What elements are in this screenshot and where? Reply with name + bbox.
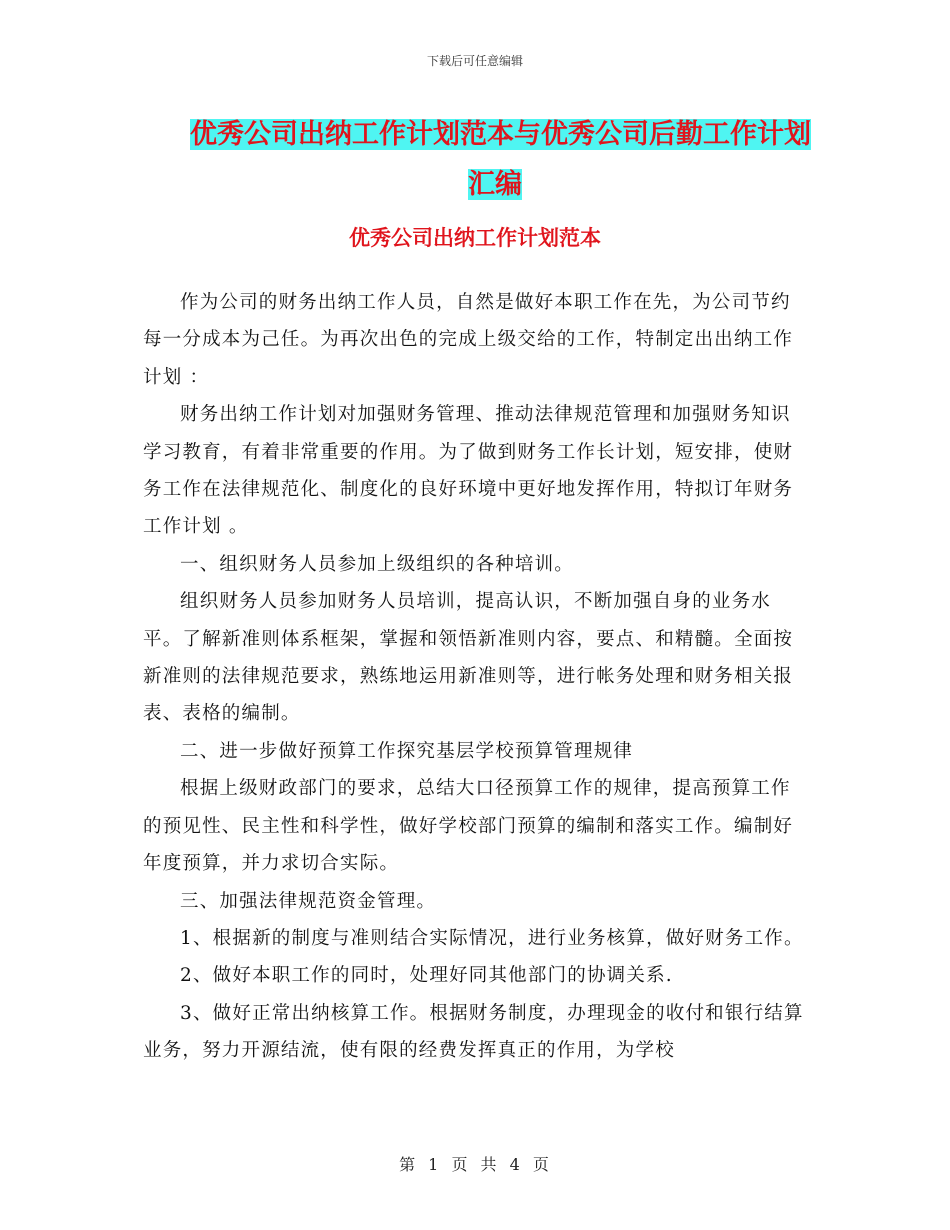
paragraph: 作为公司的财务出纳工作人员，自然是做好本职工作在先，为公司节约每一分成本为己任。为再次出色的完成上级交给的工作，特制定出出纳工作计划 ：: [143, 292, 794, 388]
document-title: [190, 110, 810, 210]
paragraph: 根据上级财政部门的要求，总结大口径预算工作的规律，提高预算工作的预见性、民主性和科学性，做好学校部门预算的编制和落实工作。编制好年度预算，并力求切合实际。: [143, 778, 794, 875]
document-title-line-1: 优秀公司出纳工作计划范本与优秀公司后勤工作计划: [190, 119, 811, 150]
section-title: 优秀公司出纳工作计划范本: [349, 226, 601, 250]
paragraph: 财务出纳工作计划对加强财务管理、推动法律规范管理和加强财务知识学习教育，有着非常重要的作用。为了做到财务工作长计划，短安排，使财务工作在法律规范化、制度化的良好环境中更好地发挥作用，特拟订年财务工作计划 。: [143, 404, 794, 538]
page-footer-number: 第 1 页 共 4 页: [399, 1155, 551, 1174]
paragraph: 二、进一步做好预算工作探究基层学校预算管理规律: [180, 740, 634, 762]
paragraph: 组织财务人员参加财务人员培训，提高认识，不断加强自身的业务水平。了解新准则体系框架，掌握和领悟新准则内容，要点、和精髓。全面按新准则的法律规范要求，熟练地运用新准则等，进行帐务处理和财务相关报表、表格的编制。: [143, 591, 794, 725]
page-header-note: 下载后可任意编辑: [426, 54, 523, 68]
paragraph: 3、做好正常出纳核算工作。根据财务制度，办理现金的收付和银行结算业务，努力开源结流，使有限的经费发挥真正的作用，为学校: [143, 1002, 804, 1062]
paragraph: 一、组织财务人员参加上级组织的各种培训。: [180, 553, 575, 575]
document-title-line-2: 汇编: [468, 169, 522, 200]
paragraph: 1、根据新的制度与准则结合实际情况，进行业务核算，做好财务工作。: [180, 927, 804, 949]
paragraph: 2、做好本职工作的同时，处理好同其他部门的协调关系.: [180, 965, 673, 987]
paragraph: 三、加强法律规范资金管理。: [180, 890, 437, 912]
document-body: [143, 284, 805, 1070]
